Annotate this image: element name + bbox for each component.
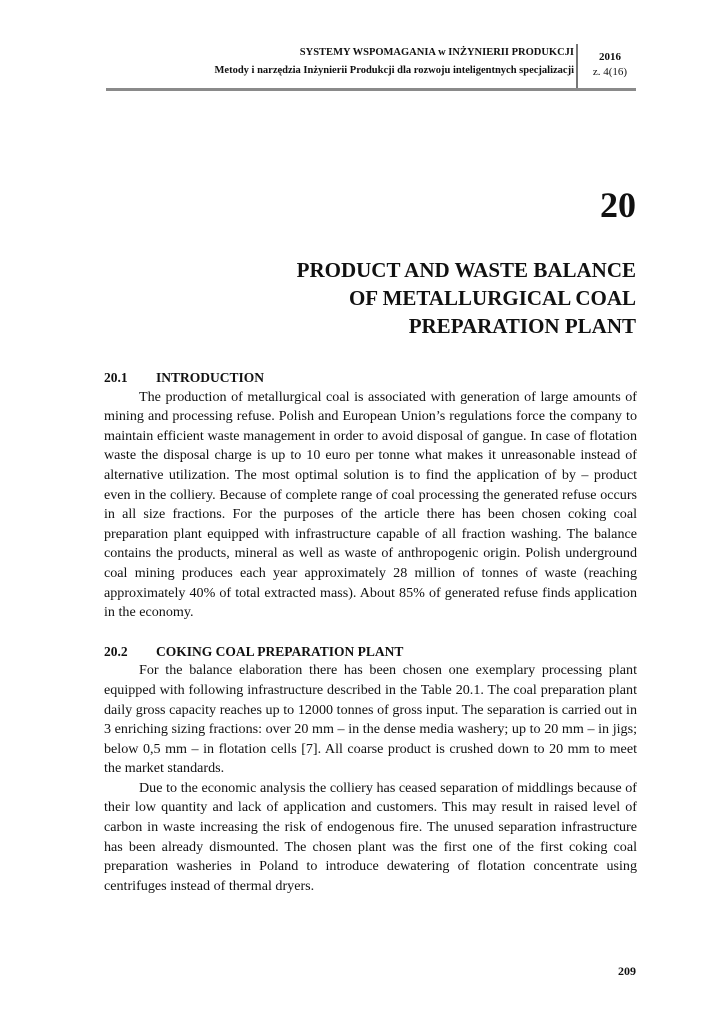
paragraph: The production of metallurgical coal is associated with generation of large amounts of mining and processing refuse. Polish and European Union’s regulations force the company to maintain efficient waste management in order to avoid disposal of gangue. In case of flotation waste the disposal charge is up to 10 euro per tonne what makes it unreasonable instead of alternative utilization. The most optimal solution is to find the application of by – product even in the colliery. Because of complete range of coal processing the generated refuse occurs in all size fractions. For the purposes of the article there has been chosen coking coal preparation plant equipped with infrastructure capable of all fraction washing. The balance contains the products, mineral as well as waste of anthropogenic origin. Polish underground coal mining produces each year approximately 28 million of tonnes of waste (reaching approximately 40% of total extracted mass). About 85% of generated refuse finds application in the economy. bbox=[104, 388, 637, 621]
chapter-number: 20 bbox=[600, 185, 636, 225]
section-heading-coking-coal-preparation-plant bbox=[104, 642, 637, 662]
journal-subtitle: Metody i narzędzia Inżynierii Produkcji dla rozwoju inteligentnych specjalizacji bbox=[214, 65, 574, 76]
journal-issue: z. 4(16) bbox=[592, 66, 628, 78]
journal-info bbox=[215, 44, 575, 80]
page-number: 209 bbox=[618, 964, 636, 978]
journal-year: 2016 bbox=[599, 51, 621, 63]
chapter-title-line: OF METALLURGICAL COAL bbox=[348, 286, 636, 310]
section-number: 20.1 bbox=[104, 370, 128, 385]
section-title: INTRODUCTION bbox=[156, 370, 265, 385]
header-rule bbox=[106, 88, 636, 91]
article-body bbox=[104, 368, 637, 896]
chapter-title-line: PREPARATION PLANT bbox=[408, 314, 636, 338]
journal-title: SYSTEMY WSPOMAGANIA w INŻYNIERII PRODUKCJI bbox=[299, 47, 574, 58]
section-heading-introduction bbox=[104, 368, 637, 388]
section-number: 20.2 bbox=[104, 643, 128, 659]
issue-info bbox=[584, 50, 636, 80]
running-header bbox=[106, 44, 636, 88]
chapter-title bbox=[216, 256, 636, 340]
chapter-title-line: PRODUCT AND WASTE BALANCE bbox=[296, 258, 636, 282]
header-divider bbox=[576, 44, 578, 88]
paragraph: Due to the economic analysis the colliery has ceased separation of middlings because of their low quantity and lack of application and customers. This may result in raised level of carbon in waste increasing the risk of endogenous fire. The unused separation infrastructure has been already dismounted. The chosen plant was the first one of the first coking coal preparation washeries in Poland to introduce dewatering of flotation concentrate using centrifuges instead of thermal dryers. bbox=[104, 779, 637, 894]
section-title: COKING COAL PREPARATION PLANT bbox=[156, 643, 404, 659]
paragraph: For the balance elaboration there has been chosen one exemplary processing plant equipped with following infrastructure described in the Table 20.1. The coal preparation plant daily gross capacity reaches up to 12000 tonnes of gross input. The separation is carried out in 3 enriching sizing fractions: over 20 mm – in the dense media washery; up to 20 mm – in jigs; below 0,5 mm – in flotation cells [7]. All coarse product is crushed down to 20 mm to meet the market standards. bbox=[104, 662, 637, 777]
